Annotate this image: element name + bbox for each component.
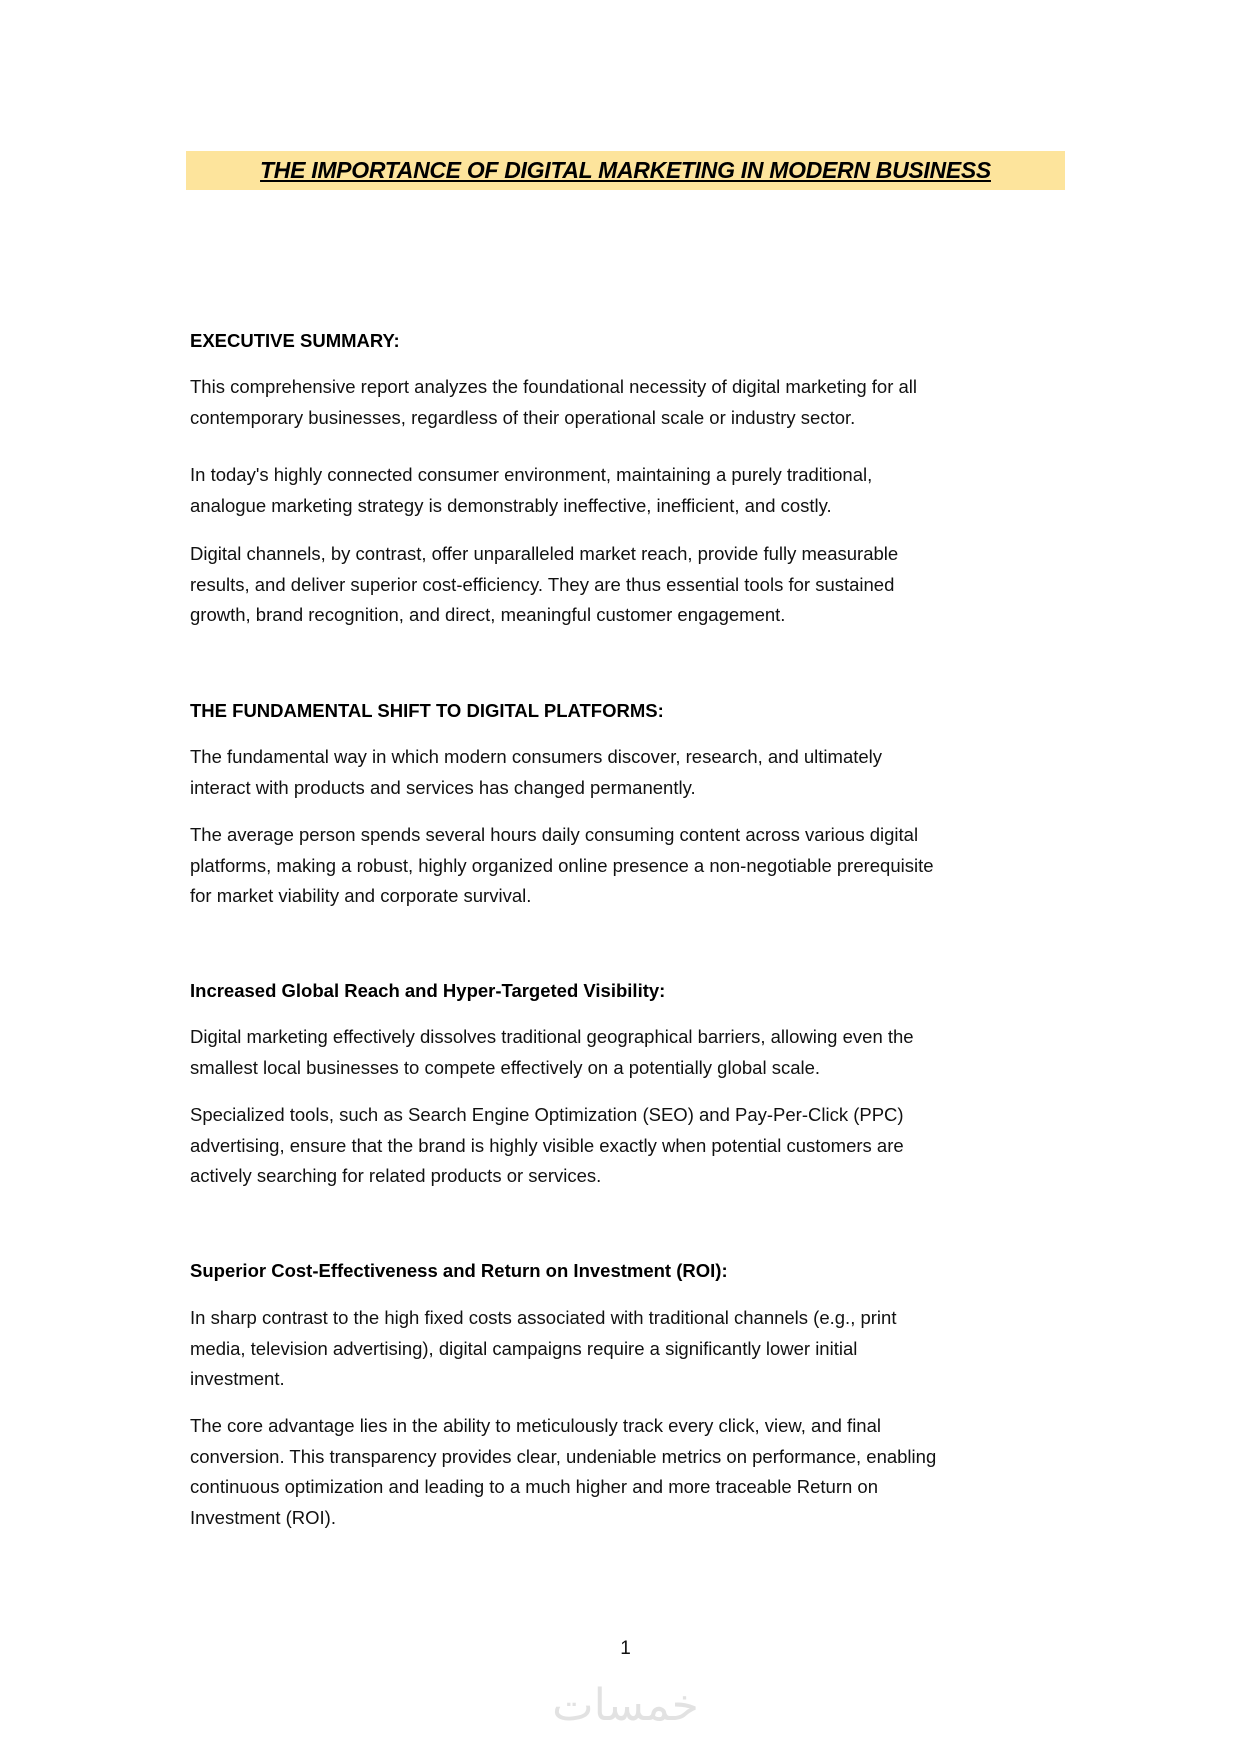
paragraph [190,1411,936,1533]
paragraph [190,539,898,631]
line: results, and deliver superior cost-efficiency. They are thus essential tools for sustained [190,573,895,595]
line: In sharp contrast to the high fixed costs associated with traditional channels (e.g., print [190,1307,897,1328]
line: Investment (ROI). [190,1506,336,1528]
section-heading: Increased Global Reach and Hyper-Targeted Visibility: [190,980,666,1001]
paragraph [190,1022,914,1083]
line: Specialized tools, such as Search Engine Optimization (SEO) and Pay-Per-Click (PPC) [190,1104,904,1125]
line: The core advantage lies in the ability to meticulously track every click, view, and final [190,1415,881,1436]
line: In today's highly connected consumer environment, maintaining a purely traditional, [190,464,873,485]
line: contemporary businesses, regardless of their operational scale or industry sector. [190,406,856,428]
paragraph [190,372,917,433]
line: growth, brand recognition, and direct, meaningful customer engagement. [190,604,786,625]
paragraph [190,820,934,912]
document-title: THE IMPORTANCE OF DIGITAL MARKETING IN MODERN BUSINESS [260,157,991,183]
line: platforms, making a robust, highly organized online presence a non-negotiable prerequisite [190,854,934,876]
line: for market viability and corporate survival. [190,885,532,906]
line: Digital marketing effectively dissolves traditional geographical barriers, allowing even the [190,1026,914,1047]
line: interact with products and services has changed permanently. [190,776,696,798]
paragraph [190,742,882,803]
line: conversion. This transparency provides clear, undeniable metrics on performance, enabling [190,1445,937,1467]
section-heading: Superior Cost-Effectiveness and Return on Investment (ROI): [190,1260,728,1281]
title-banner [186,151,1065,190]
line: The average person spends several hours daily consuming content across various digital [190,824,919,845]
line: advertising, ensure that the brand is highly visible exactly when potential customers are [190,1134,904,1156]
line: investment. [190,1368,285,1389]
line: smallest local businesses to compete effectively on a potentially global scale. [190,1056,821,1078]
paragraph [190,1303,896,1395]
line: actively searching for related products or services. [190,1165,602,1186]
line: This comprehensive report analyzes the foundational necessity of digital marketing for all [190,376,918,397]
section-heading: EXECUTIVE SUMMARY: [190,330,400,351]
section-heading: THE FUNDAMENTAL SHIFT TO DIGITAL PLATFORMS: [190,700,664,721]
line: Digital channels, by contrast, offer unparalleled market reach, provide fully measurable [190,543,899,564]
line: continuous optimization and leading to a much higher and more traceable Return on [190,1476,879,1497]
page-number: 1 [620,1638,631,1659]
line: analogue marketing strategy is demonstrably ineffective, inefficient, and costly. [190,494,832,516]
paragraph [190,1100,904,1192]
line: media, television advertising), digital campaigns require a significantly lower initial [190,1337,858,1359]
line: The fundamental way in which modern consumers discover, research, and ultimately [190,746,883,767]
paragraph [190,460,872,521]
watermark-logo: خمسات [552,1680,699,1731]
